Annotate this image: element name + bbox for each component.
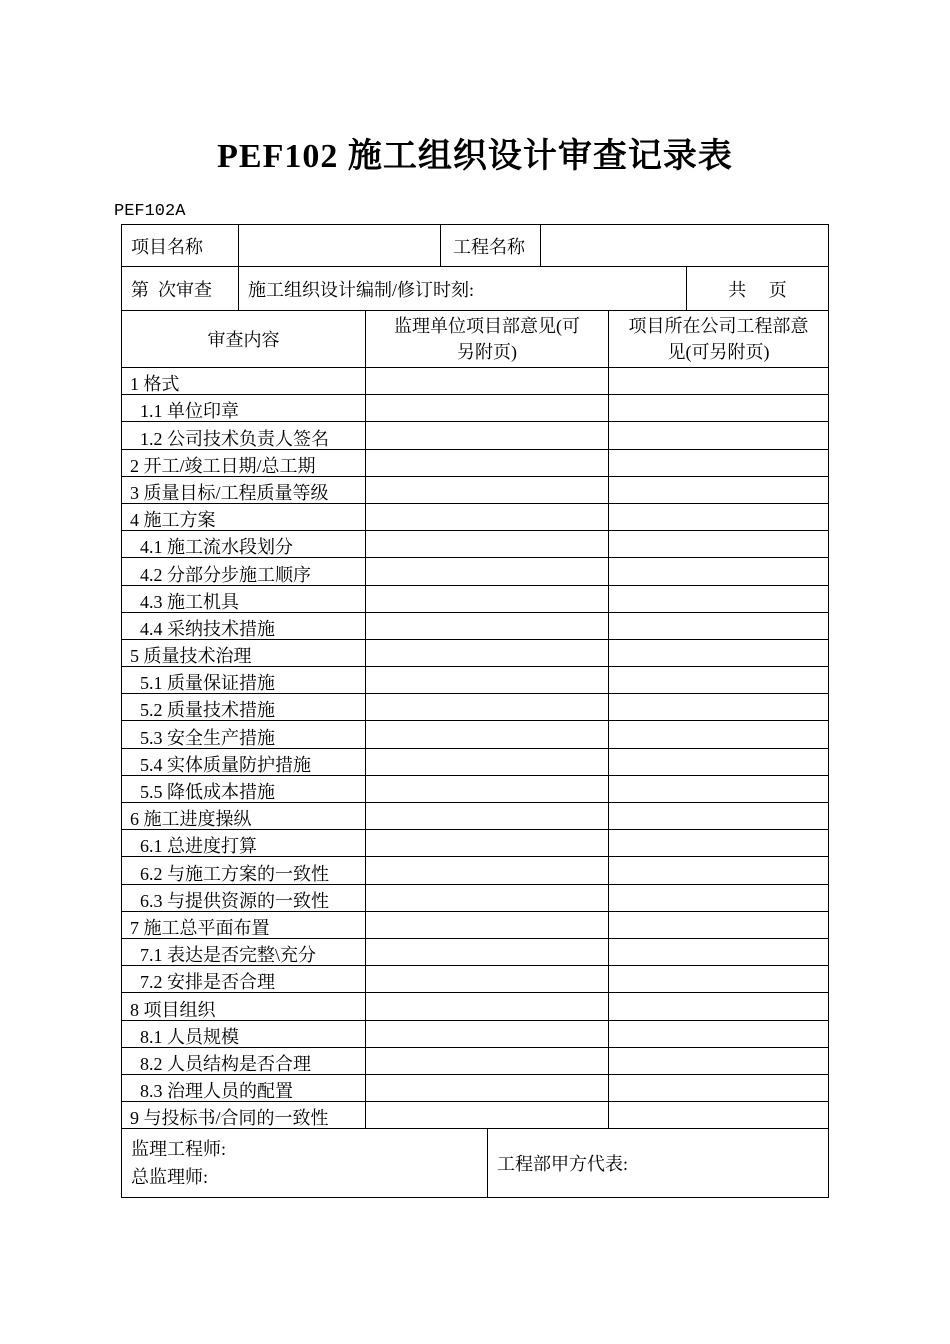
owner-signature-cell[interactable] (488, 1129, 828, 1197)
owner-rep-label: 工程部甲方代表: (497, 1154, 629, 1175)
company-opinion-cell[interactable] (609, 586, 828, 612)
supervisor-opinion-cell[interactable] (366, 395, 609, 421)
supervisor-opinion-cell[interactable] (366, 694, 609, 720)
review-item-label: 4.4 采纳技术措施 (122, 613, 366, 639)
supervisor-opinion-cell[interactable] (366, 939, 609, 965)
company-opinion-cell[interactable] (609, 422, 828, 448)
supervisor-opinion-cell[interactable] (366, 993, 609, 1019)
company-opinion-cell[interactable] (609, 558, 828, 584)
company-opinion-cell[interactable] (609, 1075, 828, 1101)
supervisor-opinion-cell[interactable] (366, 477, 609, 503)
supervisor-opinion-cell[interactable] (366, 368, 609, 394)
review-round-label: 第 次审查 (122, 267, 239, 310)
engineering-name-label: 工程名称 (441, 225, 541, 266)
review-item-row (121, 1075, 829, 1102)
supervisor-opinion-cell[interactable] (366, 857, 609, 883)
supervisor-opinion-cell[interactable] (366, 558, 609, 584)
company-opinion-cell[interactable] (609, 993, 828, 1019)
company-opinion-cell[interactable] (609, 368, 828, 394)
review-table (121, 224, 829, 1198)
review-item-row (121, 993, 829, 1020)
review-items (121, 368, 829, 1129)
review-item-label: 5.2 质量技术措施 (122, 694, 366, 720)
review-item-row (121, 966, 829, 993)
supervisor-column-header: 监理单位项目部意见(可另附页) (366, 311, 609, 367)
review-item-row (121, 912, 829, 939)
content-column-header: 审查内容 (122, 311, 366, 367)
company-opinion-cell[interactable] (609, 613, 828, 639)
supervisor-opinion-cell[interactable] (366, 776, 609, 802)
supervisor-opinion-cell[interactable] (366, 1102, 609, 1128)
project-name-label: 项目名称 (122, 225, 239, 266)
supervisor-opinion-cell[interactable] (366, 450, 609, 476)
supervisor-opinion-cell[interactable] (366, 721, 609, 747)
page-title: PEF102 施工组织设计审查记录表 (217, 138, 733, 175)
review-item-row (121, 939, 829, 966)
review-item-label: 8.1 人员规模 (122, 1021, 366, 1047)
supervisor-opinion-cell[interactable] (366, 749, 609, 775)
review-item-row (121, 531, 829, 558)
chief-supervisor-label: 总监理师: (131, 1167, 209, 1188)
company-opinion-cell[interactable] (609, 912, 828, 938)
review-item-label: 1 格式 (122, 368, 366, 394)
company-column-header: 项目所在公司工程部意见(可另附页) (628, 316, 809, 362)
review-item-label: 1.1 单位印章 (122, 395, 366, 421)
company-opinion-cell[interactable] (609, 1021, 828, 1047)
company-opinion-cell[interactable] (609, 504, 828, 530)
company-opinion-cell[interactable] (609, 721, 828, 747)
supervisor-opinion-cell[interactable] (366, 586, 609, 612)
supervisor-opinion-cell[interactable] (366, 531, 609, 557)
review-item-row (121, 721, 829, 748)
review-item-label: 6.1 总进度打算 (122, 830, 366, 856)
company-opinion-cell[interactable] (609, 640, 828, 666)
company-opinion-cell[interactable] (609, 885, 828, 911)
review-item-row (121, 477, 829, 504)
review-item-label: 1.2 公司技术负责人签名 (122, 422, 366, 448)
review-item-row (121, 1102, 829, 1129)
review-item-label: 8.3 治理人员的配置 (122, 1075, 366, 1101)
supervisor-opinion-cell[interactable] (366, 966, 609, 992)
review-item-label: 5.5 降低成本措施 (122, 776, 366, 802)
review-item-row (121, 803, 829, 830)
review-item-row (121, 450, 829, 477)
review-item-label: 7.1 表达是否完整\充分 (122, 939, 366, 965)
supervisor-opinion-cell[interactable] (366, 803, 609, 829)
review-item-label: 2 开工/竣工日期/总工期 (122, 450, 366, 476)
review-item-row (121, 667, 829, 694)
company-opinion-cell[interactable] (609, 803, 828, 829)
supervisor-opinion-cell[interactable] (366, 1048, 609, 1074)
review-item-row (121, 613, 829, 640)
review-item-label: 8.2 人员结构是否合理 (122, 1048, 366, 1074)
review-item-label: 5.4 实体质量防护措施 (122, 749, 366, 775)
review-item-row (121, 586, 829, 613)
company-opinion-cell[interactable] (609, 395, 828, 421)
review-item-row (121, 395, 829, 422)
column-header-row (121, 311, 829, 368)
company-opinion-cell[interactable] (609, 694, 828, 720)
engineering-name-field[interactable] (541, 225, 828, 266)
company-opinion-cell[interactable] (609, 1102, 828, 1128)
review-item-row (121, 558, 829, 585)
review-item-row (121, 857, 829, 884)
review-item-row (121, 885, 829, 912)
supervisor-signature-cell[interactable] (122, 1129, 488, 1197)
review-item-row (121, 694, 829, 721)
review-item-row (121, 1021, 829, 1048)
signature-row (121, 1129, 829, 1198)
supervisor-opinion-cell[interactable] (366, 912, 609, 938)
compile-time-label: 施工组织设计编制/修订时刻: (239, 267, 687, 310)
form-code: PEF102A (114, 202, 186, 221)
company-opinion-cell[interactable] (609, 1048, 828, 1074)
supervisor-opinion-cell[interactable] (366, 640, 609, 666)
review-item-label: 6.3 与提供资源的一致性 (122, 885, 366, 911)
supervisor-opinion-cell[interactable] (366, 422, 609, 448)
supervisor-opinion-cell[interactable] (366, 504, 609, 530)
review-item-label: 4.3 施工机具 (122, 586, 366, 612)
project-row (121, 224, 829, 267)
company-opinion-cell[interactable] (609, 531, 828, 557)
company-opinion-cell[interactable] (609, 966, 828, 992)
review-item-row (121, 749, 829, 776)
review-item-label: 4.1 施工流水段划分 (122, 531, 366, 557)
review-item-row (121, 776, 829, 803)
company-opinion-cell[interactable] (609, 450, 828, 476)
company-opinion-cell[interactable] (609, 667, 828, 693)
supervisor-opinion-cell[interactable] (366, 830, 609, 856)
review-item-label: 9 与投标书/合同的一致性 (122, 1102, 366, 1128)
company-opinion-cell[interactable] (609, 749, 828, 775)
review-item-label: 5.3 安全生产措施 (122, 721, 366, 747)
supervisor-opinion-cell[interactable] (366, 667, 609, 693)
review-item-label: 4 施工方案 (122, 504, 366, 530)
project-name-field[interactable] (239, 225, 441, 266)
review-item-label: 7.2 安排是否合理 (122, 966, 366, 992)
review-item-label: 5.1 质量保证措施 (122, 667, 366, 693)
company-opinion-cell[interactable] (609, 830, 828, 856)
company-opinion-cell[interactable] (609, 939, 828, 965)
review-item-row (121, 1048, 829, 1075)
review-item-row (121, 368, 829, 395)
company-opinion-cell[interactable] (609, 477, 828, 503)
company-opinion-cell[interactable] (609, 776, 828, 802)
review-item-row (121, 504, 829, 531)
supervisor-opinion-cell[interactable] (366, 613, 609, 639)
review-item-label: 4.2 分部分步施工顺序 (122, 558, 366, 584)
supervising-engineer-label: 监理工程师: (131, 1139, 227, 1160)
review-info-row (121, 267, 829, 311)
review-item-label: 5 质量技术治理 (122, 640, 366, 666)
supervisor-opinion-cell[interactable] (366, 885, 609, 911)
review-item-label: 8 项目组织 (122, 993, 366, 1019)
review-item-label: 6.2 与施工方案的一致性 (122, 857, 366, 883)
review-item-row (121, 422, 829, 449)
review-item-row (121, 640, 829, 667)
company-opinion-cell[interactable] (609, 857, 828, 883)
review-item-row (121, 830, 829, 857)
review-item-label: 3 质量目标/工程质量等级 (122, 477, 366, 503)
review-item-label: 7 施工总平面布置 (122, 912, 366, 938)
review-item-label: 6 施工进度操纵 (122, 803, 366, 829)
supervisor-opinion-cell[interactable] (366, 1075, 609, 1101)
supervisor-opinion-cell[interactable] (366, 1021, 609, 1047)
pages-label: 共 页 (728, 279, 787, 300)
